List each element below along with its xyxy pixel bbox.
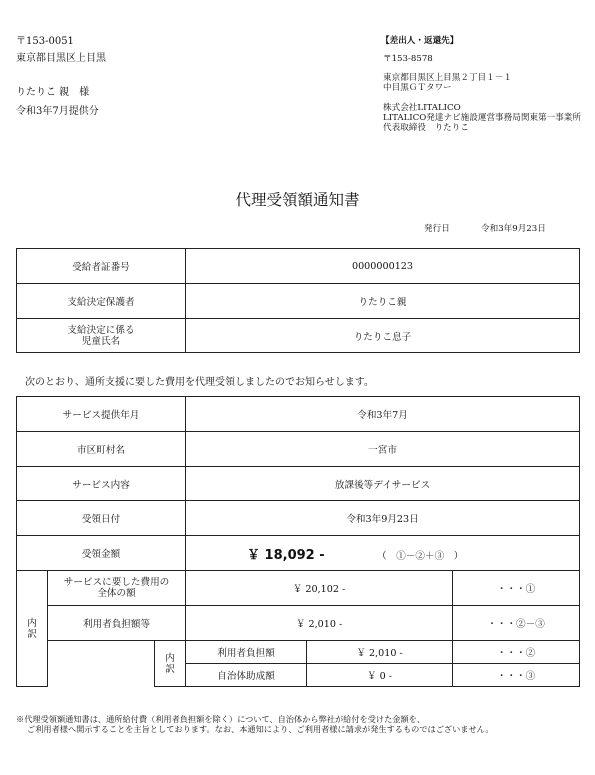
breakdown-label	[17, 571, 48, 687]
issue-date-label: 発行日	[424, 224, 450, 234]
subsidy-label: 自治体助成額	[186, 664, 307, 687]
sender-company: 株式会社LITALICO	[383, 103, 461, 113]
document-title: 代理受領額通知書	[235, 191, 360, 209]
recipient-postal: 〒153-0051	[16, 36, 74, 47]
table-row	[17, 397, 580, 432]
user-burden-mark: ・・・②	[453, 641, 580, 664]
child-name-label-text: 支給決定に係る児童氏名	[67, 324, 135, 347]
total-cost-mark: ・・・①	[453, 571, 580, 606]
notice-text: 次のとおり、通所支援に要した費用を代理受領しましたのでお知らせします。	[25, 377, 374, 388]
user-burden-value: ￥ 2,010 -	[307, 641, 453, 664]
sender-office: LITALICO発達ナビ施設運営事務局関東第一事業所	[383, 113, 581, 123]
cert-number-label: 受給者証番号	[17, 249, 186, 284]
receipt-amount-formula: （ ①－②＋③ ）	[377, 550, 464, 562]
cert-number-value: 0000000123	[186, 249, 580, 284]
receipt-date-label: 受領日付	[17, 501, 186, 536]
service-month-label: サービス提供年月	[17, 397, 186, 432]
subsidy-value: ￥ 0 -	[307, 664, 453, 687]
municipality-value: 一宮市	[186, 432, 580, 467]
table-row	[17, 641, 580, 664]
recipient-address: 東京都目黒区上目黒	[16, 53, 106, 64]
footnote-line-1: ※代理受領額通知書は、通所給付費（利用者負担額を除く）について、自治体から弊社が給付を受けた金額を、	[16, 714, 426, 724]
table-row	[17, 501, 580, 536]
user-burden-total-mark: ・・・②－③	[453, 606, 580, 641]
breakdown-label-text: 内訳	[27, 617, 37, 640]
total-cost-label-text: サービスに要した費用の全体の額	[63, 577, 170, 599]
sender-heading: 【差出人・返還先】	[381, 36, 459, 46]
table-row	[17, 249, 580, 284]
guardian-label: 支給決定保護者	[17, 284, 186, 319]
table-row	[17, 536, 580, 571]
service-type-value: 放課後等デイサービス	[186, 467, 580, 501]
receipt-amount-cell	[186, 536, 580, 571]
receipt-detail-table	[16, 396, 580, 687]
table-row	[17, 432, 580, 467]
receipt-amount-label: 受領金額	[17, 536, 186, 571]
sender-representative: 代表取締役 りたりこ	[383, 123, 469, 133]
total-cost-value: ￥ 20,102 -	[186, 571, 453, 606]
subsidy-mark: ・・・③	[453, 664, 580, 687]
receipt-date-value: 令和3年9月23日	[186, 501, 580, 536]
service-month-value: 令和3年7月	[186, 397, 580, 432]
sender-postal: 〒153-8578	[383, 54, 433, 64]
user-burden-total-value: ￥ 2,010 -	[186, 606, 453, 641]
total-cost-label	[48, 571, 186, 606]
footnote-line-2: ご利用者様へ開示することを主旨としております。なお、本通知により、ご利用者様に請求が発生するものではございません。	[27, 724, 494, 734]
sub-breakdown-label-text: 内訳	[165, 652, 175, 675]
table-row	[17, 606, 580, 641]
sender-address-1: 東京都目黒区上目黒２丁目１－１	[383, 73, 512, 83]
child-name-value: りたりこ息子	[186, 319, 580, 353]
table-row	[17, 571, 580, 606]
service-type-label: サービス内容	[17, 467, 186, 501]
guardian-value: りたりこ親	[186, 284, 580, 319]
table-row	[17, 467, 580, 501]
sub-breakdown-label	[155, 641, 186, 687]
municipality-label: 市区町村名	[17, 432, 186, 467]
user-burden-label: 利用者負担額	[186, 641, 307, 664]
recipient-name: りたりこ 親 様	[16, 87, 90, 98]
sub-breakdown-spacer	[48, 641, 155, 687]
sender-address-2: 中目黒ＧＴタワー	[383, 83, 452, 93]
issue-date: 令和3年9月23日	[481, 224, 546, 234]
table-row	[17, 319, 580, 353]
user-burden-total-label: 利用者負担額等	[48, 606, 186, 641]
child-name-label	[17, 319, 186, 353]
table-row	[17, 284, 580, 319]
service-period: 令和3年7月提供分	[16, 106, 99, 117]
recipient-info-table	[16, 248, 580, 353]
receipt-amount-value: ￥ 18,092 -	[247, 547, 325, 563]
